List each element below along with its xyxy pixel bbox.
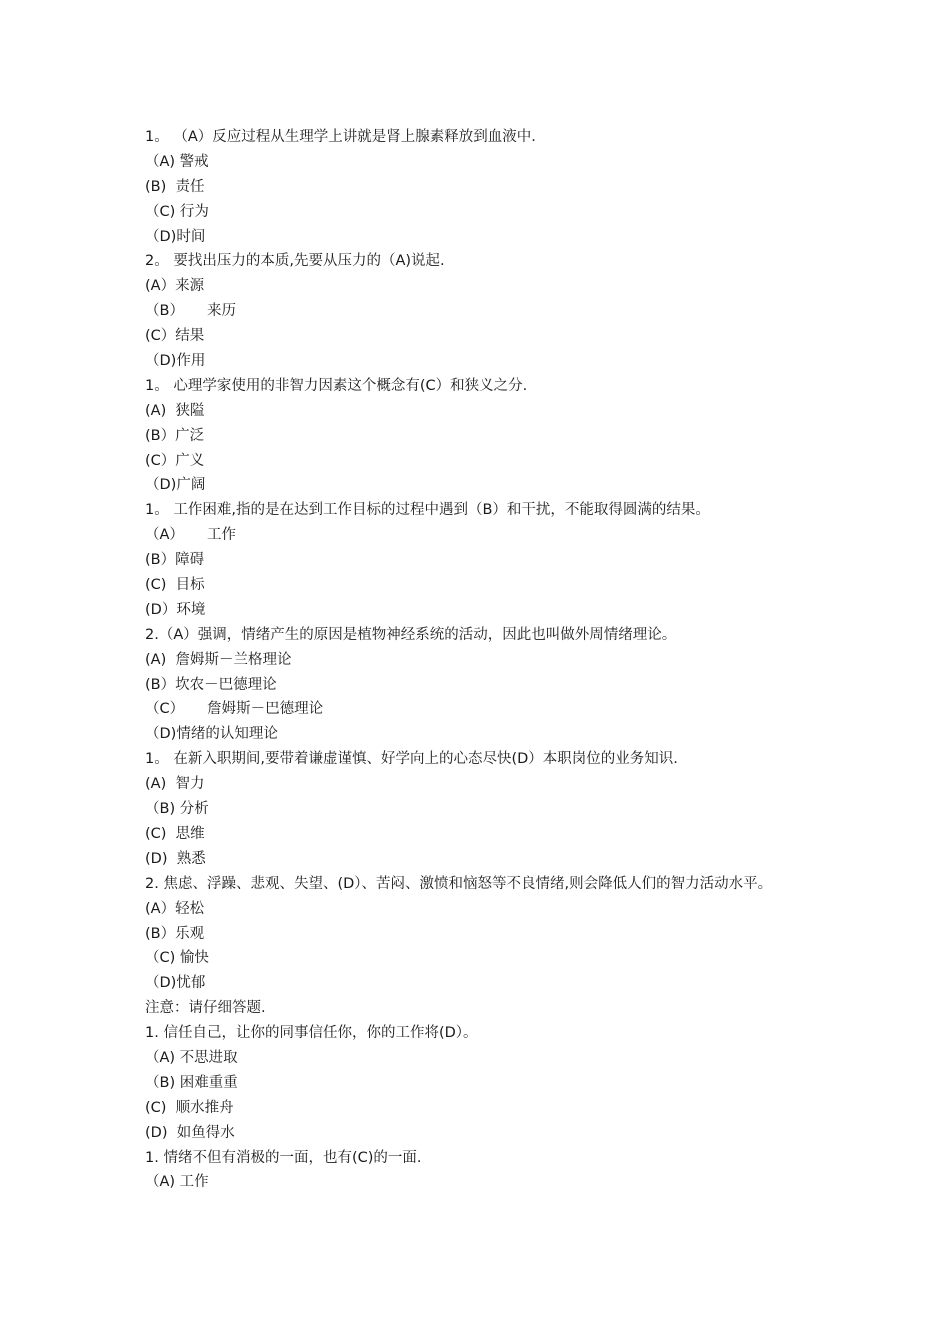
- text-line: 2. 焦虑、浮躁、悲观、失望、(D）、苦闷、激愤和恼怒等不良情绪,则会降低人们的智力活动水平。: [145, 875, 773, 892]
- text-line: (B）广泛: [145, 427, 205, 444]
- text-line: （A) 警戒: [145, 153, 209, 170]
- text-line: （C) 愉快: [145, 950, 209, 967]
- text-line: 1。 在新入职期间,要带着谦虚谨慎、好学向上的心态尽快(D）本职岗位的业务知识.: [145, 751, 678, 768]
- text-line: （D)忧郁: [145, 975, 206, 992]
- text-line: (A) 智力: [145, 776, 205, 793]
- text-line: (A）轻松: [145, 900, 205, 917]
- text-line: 1. 信任自己，让你的同事信任你，你的工作将(D）。: [145, 1025, 478, 1042]
- text-line: 1. 情绪不但有消极的一面，也有(C)的一面.: [145, 1149, 422, 1166]
- text-line: （D)情绪的认知理论: [145, 726, 278, 743]
- text-line: (C）广义: [145, 452, 205, 469]
- text-line: (C) 思维: [145, 825, 205, 842]
- text-line: (B) 责任: [145, 178, 205, 195]
- text-line: (C) 顺水推舟: [145, 1099, 234, 1116]
- text-line: （C） 詹姆斯－巴德理论: [145, 701, 324, 718]
- text-line: 1。 心理学家使用的非智力因素这个概念有(C）和狭义之分.: [145, 377, 528, 394]
- text-line: （A) 不思进取: [145, 1049, 238, 1066]
- text-line: 注意：请仔细答题.: [145, 1000, 266, 1017]
- text-line: (B）坎农－巴德理论: [145, 676, 277, 693]
- text-line: (D) 如鱼得水: [145, 1124, 235, 1141]
- text-line: (D）环境: [145, 601, 206, 618]
- document-body: [145, 125, 815, 1195]
- text-line: （D)作用: [145, 353, 206, 370]
- text-line: （D)广阔: [145, 477, 206, 494]
- text-line: (D) 熟悉: [145, 850, 206, 867]
- text-line: 1。 工作困难,指的是在达到工作目标的过程中遇到（B）和干扰，不能取得圆满的结果。: [145, 502, 710, 519]
- text-line: (B）障碍: [145, 552, 205, 569]
- text-line: （B） 来历: [145, 303, 236, 320]
- text-line: 2.（A）强调，情绪产生的原因是植物神经系统的活动，因此也叫做外周情绪理论。: [145, 626, 677, 643]
- text-line: 1。 （A）反应过程从生理学上讲就是肾上腺素释放到血液中.: [145, 129, 536, 145]
- text-line: 2。 要找出压力的本质,先要从压力的（A)说起.: [145, 253, 445, 270]
- text-line: （C) 行为: [145, 203, 209, 220]
- text-line: (C）结果: [145, 328, 205, 345]
- text-line: （A) 工作: [145, 1174, 209, 1191]
- text-line: （B) 分析: [145, 801, 209, 818]
- text-line: (A) 狭隘: [145, 402, 205, 419]
- text-line: (B）乐观: [145, 925, 205, 942]
- text-line: （B) 困难重重: [145, 1074, 238, 1091]
- text-line: (A）来源: [145, 278, 205, 295]
- text-line: （A） 工作: [145, 527, 236, 544]
- text-line: (A) 詹姆斯－兰格理论: [145, 651, 292, 668]
- text-line: （D)时间: [145, 228, 206, 245]
- text-line: (C) 目标: [145, 577, 205, 594]
